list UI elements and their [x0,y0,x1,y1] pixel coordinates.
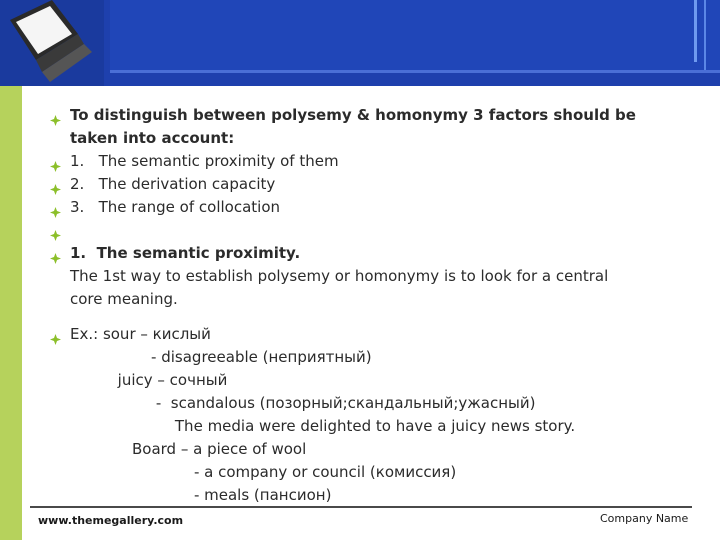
bullet-item [50,196,700,219]
header-panel [110,0,720,70]
bullet-text-line: 1. The semantic proximity. [70,244,301,262]
diamond-bullet-icon [50,156,61,167]
bullet-item [50,219,700,242]
bullet-text-line: juicy – сочный [70,371,228,389]
bullet-text-line: Ex.: sour – кислый [70,325,211,343]
diamond-bullet-icon [50,202,61,213]
bullet-text-line: core meaning. [70,290,178,308]
bullet-item [50,265,700,311]
paragraph-gap [50,311,700,323]
bullet-item [50,173,700,196]
bullet-text-line [70,219,700,242]
bullet-text-line: - a company or council (комиссия) [70,463,457,481]
footer-company-name: Company Name [600,512,689,525]
header-divider [110,70,720,73]
footer-divider [30,506,692,508]
bullet-text-line: 1. The semantic proximity of them [70,152,339,170]
bullet-item [50,242,700,265]
diamond-bullet-icon [50,110,61,121]
diamond-bullet-icon [50,179,61,190]
header-stripe [704,0,706,70]
bullet-text-line: The 1st way to establish polysemy or homonymy is to look for a central [70,267,609,285]
bullet-text-line: taken into account: [70,129,235,147]
bullet-text-line: - scandalous (позорный;скандальный;ужасный) [70,394,536,412]
bullet-text-line: - disagreeable (неприятный) [70,348,372,366]
bullet-text-line: 2. The derivation capacity [70,175,276,193]
slide-content [50,104,700,507]
bullet-text-line: - meals (пансион) [70,486,332,504]
bullet-item [50,150,700,173]
footer-website: www.themegallery.com [38,514,184,527]
diamond-bullet-icon [50,329,61,340]
header-stripe [694,0,697,62]
diamond-bullet-icon [50,225,61,236]
bullet-text-line: The media were delighted to have a juicy news story. [70,417,576,435]
bullet-text-line: Board – a piece of wool [70,440,307,458]
bullet-text-line: To distinguish between polysemy & homonymy 3 factors should be [70,106,636,124]
diamond-bullet-icon [50,248,61,259]
bullet-item [50,104,700,150]
monitor-icon [0,0,104,86]
bullet-item [50,323,700,507]
bullet-text-line: 3. The range of collocation [70,198,280,216]
